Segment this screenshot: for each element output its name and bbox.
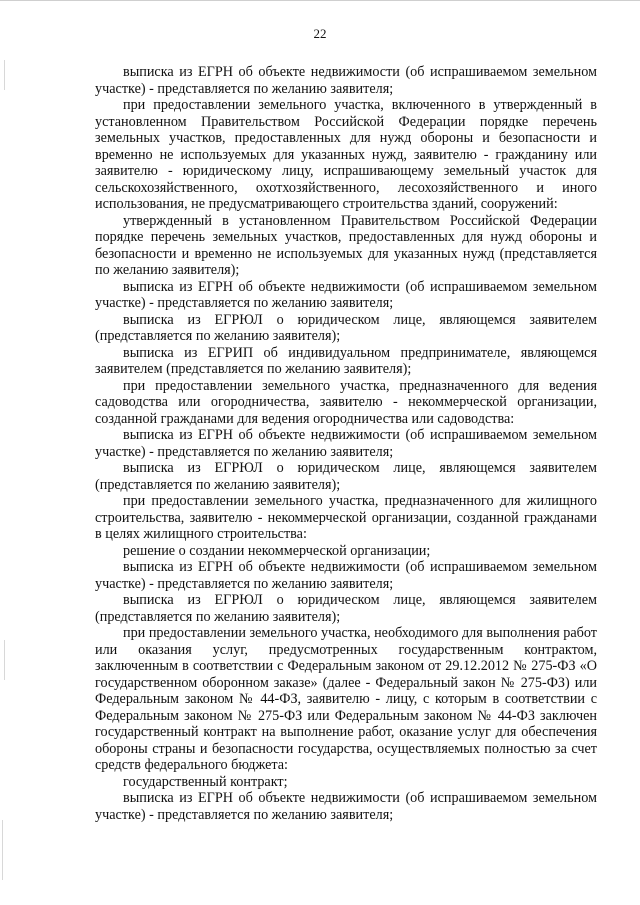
paragraph: выписка из ЕГРЮЛ о юридическом лице, являющемся заявителем (представляется по желанию заявителя); [95,311,597,344]
paragraph: выписка из ЕГРН об объекте недвижимости (об испрашиваемом земельном участке) - представляется по желанию заявителя; [95,64,597,97]
paragraph: выписка из ЕГРН об объекте недвижимости (об испрашиваемом земельном участке) - представляется по желанию заявителя; [95,427,597,460]
paragraph: государственный контракт; [123,773,288,790]
scan-margin-mark [4,60,5,90]
paragraph: выписка из ЕГРЮЛ о юридическом лице, являющемся заявителем (представляется по желанию заявителя); [95,460,597,493]
paragraph: выписка из ЕГРН об объекте недвижимости (об испрашиваемом земельном участке) - представляется по желанию заявителя; [95,559,597,592]
scan-top-edge [0,0,640,5]
paragraph: выписка из ЕГРН об объекте недвижимости (об испрашиваемом земельном участке) - представляется по желанию заявителя; [95,790,597,823]
paragraph: выписка из ЕГРЮЛ о юридическом лице, являющемся заявителем (представляется по желанию заявителя); [95,592,597,625]
paragraph: выписка из ЕГРИП об индивидуальном предпринимателе, являющемся заявителем (представляется по желанию заявителя); [95,344,597,377]
document-body [95,64,597,823]
scan-margin-mark [4,640,5,680]
paragraph: выписка из ЕГРН об объекте недвижимости (об испрашиваемом земельном участке) - представляется по желанию заявителя; [95,278,597,311]
scan-margin-mark [2,820,3,880]
paragraph: при предоставлении земельного участка, предназначенного для ведения садоводства или огородничества, заявителю - некоммерческой организации, созданной гражданами для ведения огородничества или садоводства: [95,377,597,427]
paragraph: утвержденный в установленном Правительством Российской Федерации порядке перечень земельных участков, предоставленных для нужд обороны и безопасности и временно не используемых для указанных нужд (представляется по желанию заявителя); [95,212,597,278]
paragraph: при предоставлении земельного участка, предназначенного для жилищного строительства, заявителю - некоммерческой организации, созданной гражданами в целях жилищного строительства: [95,493,597,542]
paragraph: при предоставлении земельного участка, включенного в утвержденный в установленном Правительством Российской Федерации порядке перечень земельных участков, предоставленных для нужд обороны и безопасности и временно не используемых для указанных нужд, заявителю - гражданину или заявителю - юридическому лицу, испрашивающему земельный участок для сельскохозяйственного, охотхозяйственного, лесохозяйственного и иного использования, не предусматривающего строительства зданий, сооружений: [95,97,597,212]
page-number: 22 [313,26,327,41]
paragraph: решение о создании некоммерческой организации; [123,542,431,559]
paragraph: при предоставлении земельного участка, необходимого для выполнения работ или оказания услуг, предусмотренных государственным контрактом, заключенным в соответствии с Федеральным законом от 29.12.2012 № 275-ФЗ «О государственном оборонном заказе» (далее - Федеральный закон № 275-ФЗ) или Федеральным законом № 44-ФЗ, заявителю - лицу, с которым в соответствии с Федеральным законом № 275-ФЗ или Федеральным законом № 44-ФЗ заключен государственный контракт на выполнение работ, оказание услуг для обеспечения обороны страны и безопасности государства, осуществляемых полностью за счет средств федерального бюджета: [95,625,598,773]
